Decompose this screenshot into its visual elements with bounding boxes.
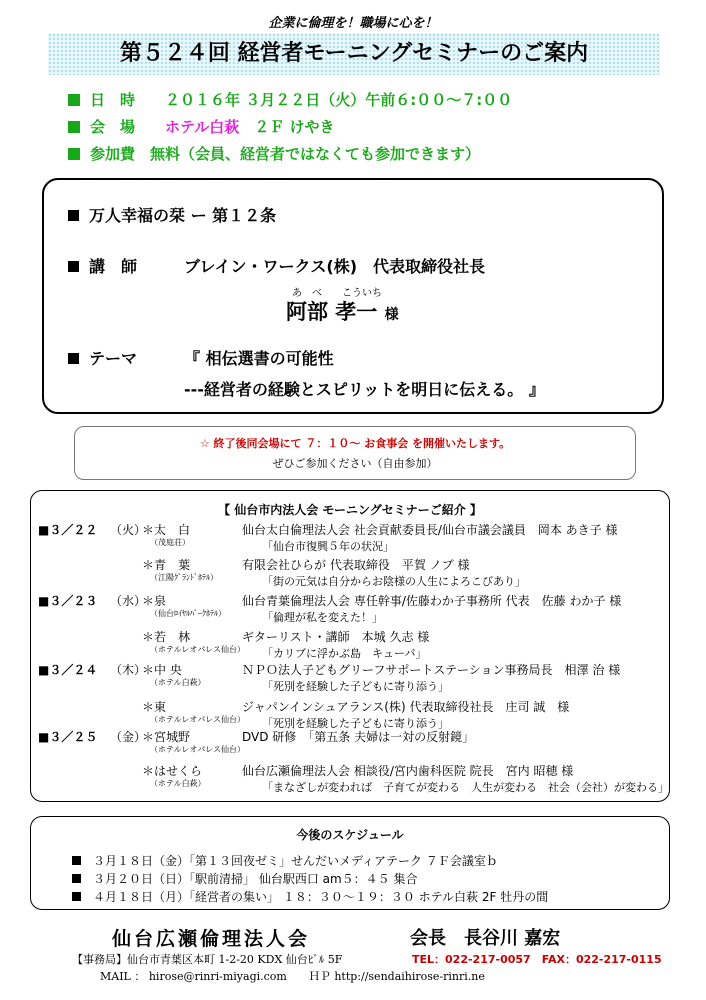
dinner-notice bbox=[74, 426, 636, 480]
lecturer-name: 阿部 孝一 bbox=[286, 300, 378, 324]
schedule-item bbox=[72, 888, 548, 905]
lecturer-row bbox=[68, 254, 137, 277]
bullet-square-icon bbox=[68, 210, 79, 221]
dinner-line2: ぜひご参加ください（自由参加） bbox=[272, 457, 438, 470]
footer-chair: 会長 長谷川 嘉宏 bbox=[410, 928, 561, 949]
fee-row bbox=[68, 143, 480, 164]
page-title: 第５２４回 経営者モーニングセミナーのご案内 bbox=[48, 33, 660, 75]
row-club: ＊中 央 bbox=[142, 663, 182, 677]
row-venue: （茂庭荘） bbox=[150, 538, 190, 547]
row-title: 「倫理が私を変えた！」 bbox=[262, 611, 383, 624]
row-club: ＊青 葉 bbox=[142, 558, 191, 572]
row-venue: （ホテルレオパレス仙台） bbox=[150, 645, 245, 654]
dinner-line1: ☆ 終了後同会場にて ７：１０～ お食事会 を開催いたします。 bbox=[199, 437, 511, 450]
row-club: ＊はせくら bbox=[142, 764, 203, 778]
row-dow: （水） bbox=[110, 594, 147, 608]
row-date: ■３／２２ bbox=[38, 523, 98, 537]
row-speaker: ギターリスト・講師 本城 久志 様 bbox=[242, 630, 430, 644]
row-title: 「死別を経験した子どもに寄り添う」 bbox=[262, 680, 449, 693]
row-speaker: ジャパンインシュアランス(株) 代表取締役社長 庄司 誠 様 bbox=[242, 700, 570, 714]
row-speaker: 有限会社ひらが 代表取締役 平賀 ノブ 様 bbox=[242, 558, 470, 572]
fee-label: 参加費 bbox=[90, 145, 136, 163]
theme-line1: 『 相伝選書の可能性 bbox=[184, 349, 334, 368]
seminar-topic bbox=[68, 203, 276, 226]
row-title: 「仙台市復興５年の状況」 bbox=[262, 540, 394, 553]
row-club: ＊泉 bbox=[142, 594, 167, 608]
bullet-square-icon bbox=[72, 874, 81, 883]
row-venue: （ホテル白萩） bbox=[150, 779, 206, 788]
row-venue: （江陽ｸﾞﾗﾝﾄﾞﾎﾃﾙ） bbox=[150, 573, 218, 582]
schedule-item bbox=[72, 870, 418, 887]
schedule-item bbox=[72, 852, 498, 869]
venue-row bbox=[68, 116, 335, 137]
date-value: ２０１６年 ３月２２日（火）午前６:００～７:００ bbox=[165, 91, 513, 109]
row-speaker: 仙台青葉倫理法人会 専任幹事/佐藤わか子事務所 代表 佐藤 わか子 様 bbox=[242, 594, 622, 608]
bullet-square-icon bbox=[72, 856, 81, 865]
row-venue: （ホテル白萩） bbox=[150, 678, 206, 687]
bullet-square-icon bbox=[72, 892, 81, 901]
venue-hotel: ホテル白萩 bbox=[165, 118, 240, 136]
venue-label: 会 場 bbox=[90, 118, 136, 136]
row-dow: （木） bbox=[110, 663, 147, 677]
schedule-item-text: ４月１８日（月）「経営者の集い」 １８：３０～１９：３０ ホテル白萩 2F 牡丹の間 bbox=[93, 890, 549, 904]
row-club: ＊太 白 bbox=[142, 523, 191, 537]
footer-org: 仙台広瀬倫理法人会 bbox=[112, 928, 311, 950]
footer-mail: MAIL ： hirose@rinri-miyagi.com ＨＰ http://sendaihirose-rinri.ne bbox=[100, 970, 485, 983]
lecturer-org: ブレイン・ワークス(株) 代表取締役社長 bbox=[184, 257, 486, 276]
bullet-square-icon bbox=[68, 353, 79, 364]
row-speaker: DVD 研修 「第五条 夫婦は一対の反射鏡」 bbox=[242, 730, 475, 744]
footer-office: 【事務局】仙台市青葉区本町 1-2-20 KDX 仙台ﾋﾞﾙ 5F bbox=[72, 953, 343, 966]
venue-room: ２Ｆ けやき bbox=[254, 118, 335, 136]
row-venue: （ホテルレオパレス仙台） bbox=[150, 715, 245, 724]
row-date: ■３／２３ bbox=[38, 594, 98, 608]
row-speaker: ＮＰＯ法人子どもグリーフサポートステーション事務局長 相澤 治 様 bbox=[242, 663, 621, 677]
schedule-heading: 今後のスケジュール bbox=[296, 828, 404, 842]
date-row bbox=[68, 89, 512, 110]
tagline: 企業に倫理を！職場に心を！ bbox=[268, 16, 438, 31]
lecturer-ruby: あ べ こういち bbox=[292, 288, 382, 299]
date-label: 日 時 bbox=[90, 91, 136, 109]
row-title: 「カリブに浮かぶ島 キューバ」 bbox=[262, 647, 427, 660]
schedule-item-text: ３月２０日（日）「駅前清掃」 仙台駅西口 am５：４５ 集合 bbox=[93, 872, 418, 886]
intro-heading: 【 仙台市内法人会 モーニングセミナーご紹介 】 bbox=[218, 503, 482, 517]
row-dow: （火） bbox=[110, 523, 147, 537]
row-date: ■３／２５ bbox=[38, 730, 98, 744]
row-venue: （仙台ﾛｲﾔﾙﾊﾟｰｸﾎﾃﾙ） bbox=[150, 609, 226, 618]
bullet-square-icon bbox=[68, 261, 79, 272]
bullet-square-icon bbox=[68, 148, 80, 160]
row-title: 「街の元気は自分からお陰様の人生によろこびあり」 bbox=[262, 575, 526, 588]
row-club: ＊東 bbox=[142, 700, 167, 714]
footer-tel: TEL：022-217-0057 FAX：022-217-0115 bbox=[412, 953, 662, 966]
schedule-item-text: ３月１８日（金）「第１３回夜ゼミ」せんだいメディアテーク ７Ｆ会議室ｂ bbox=[93, 854, 498, 868]
lecturer-name-row bbox=[286, 296, 399, 326]
row-speaker: 仙台太白倫理法人会 社会貢献委員長/仙台市議会議員 岡本 あき子 様 bbox=[242, 523, 618, 537]
theme-label-row bbox=[68, 346, 137, 369]
row-dow: （金） bbox=[110, 730, 147, 744]
row-speaker: 仙台広瀬倫理法人会 相談役/宮内歯科医院 院長 宮内 昭穂 様 bbox=[242, 764, 574, 778]
theme-label: テーマ bbox=[89, 349, 138, 368]
seminar-topic-text: 万人幸福の栞 ー 第１２条 bbox=[89, 206, 277, 225]
fee-value: 無料（会員、経営者ではなくても参加できます） bbox=[150, 145, 481, 163]
row-title: 「まなざしが変われば 子育てが変わる 人生が変わる 社会（会社）が変わる」 bbox=[262, 781, 669, 794]
theme-line2: ---経営者の経験とスピリットを明日に伝える。 』 bbox=[184, 380, 545, 399]
bullet-square-icon bbox=[68, 121, 80, 133]
bullet-square-icon bbox=[68, 94, 80, 106]
row-club: ＊若 林 bbox=[142, 630, 191, 644]
row-date: ■３／２４ bbox=[38, 663, 98, 677]
row-title: 「死別を経験した子どもに寄り添う」 bbox=[262, 717, 449, 730]
lecturer-label: 講 師 bbox=[89, 257, 138, 276]
row-venue: （ホテルレオパレス仙台） bbox=[150, 745, 245, 754]
row-club: ＊宮城野 bbox=[142, 730, 191, 744]
lecturer-suffix: 様 bbox=[384, 307, 399, 323]
